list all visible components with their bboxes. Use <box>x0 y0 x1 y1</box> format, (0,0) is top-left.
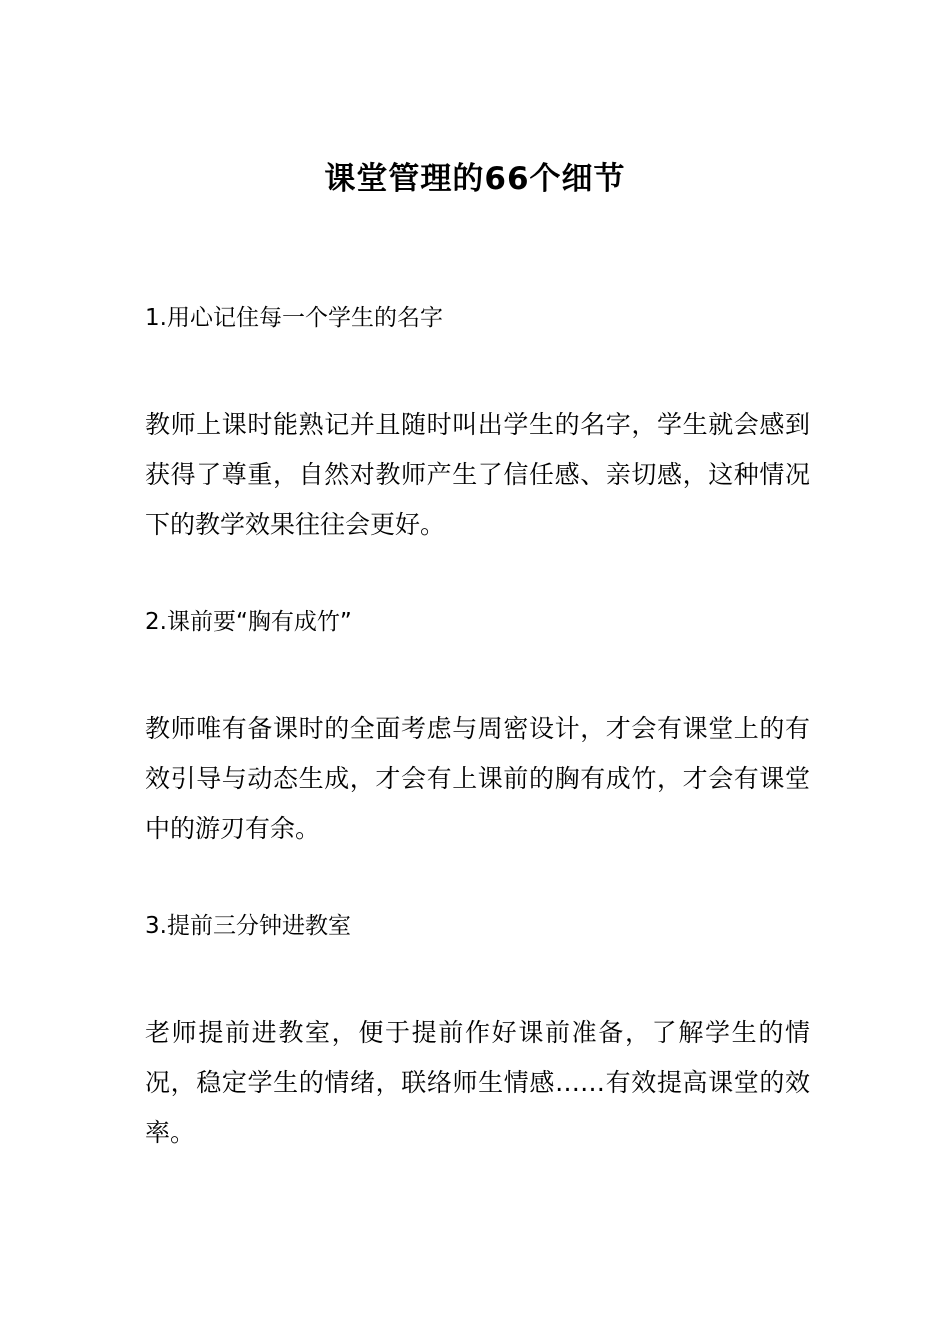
section-paragraph-3: 老师提前进教室，便于提前作好课前准备，了解学生的情况，稳定学生的情绪，联络师生情感……有效提高课堂的效率。 <box>145 1018 810 1147</box>
section-heading-1: 1.用心记住每一个学生的名字 <box>145 305 443 331</box>
section-heading-3: 3.提前三分钟进教室 <box>145 913 351 939</box>
document-title: 课堂管理的66个细节 <box>324 161 626 197</box>
section-heading-2: 2.课前要“胸有成竹” <box>145 609 352 635</box>
document-body <box>145 298 810 1158</box>
section-paragraph-2: 教师唯有备课时的全面考虑与周密设计，才会有课堂上的有效引导与动态生成，才会有上课前的胸有成竹，才会有课堂中的游刃有余。 <box>145 714 810 843</box>
section-paragraph-1: 教师上课时能熟记并且随时叫出学生的名字，学生就会感到获得了尊重，自然对教师产生了信任感、亲切感，这种情况下的教学效果往往会更好。 <box>145 410 810 539</box>
